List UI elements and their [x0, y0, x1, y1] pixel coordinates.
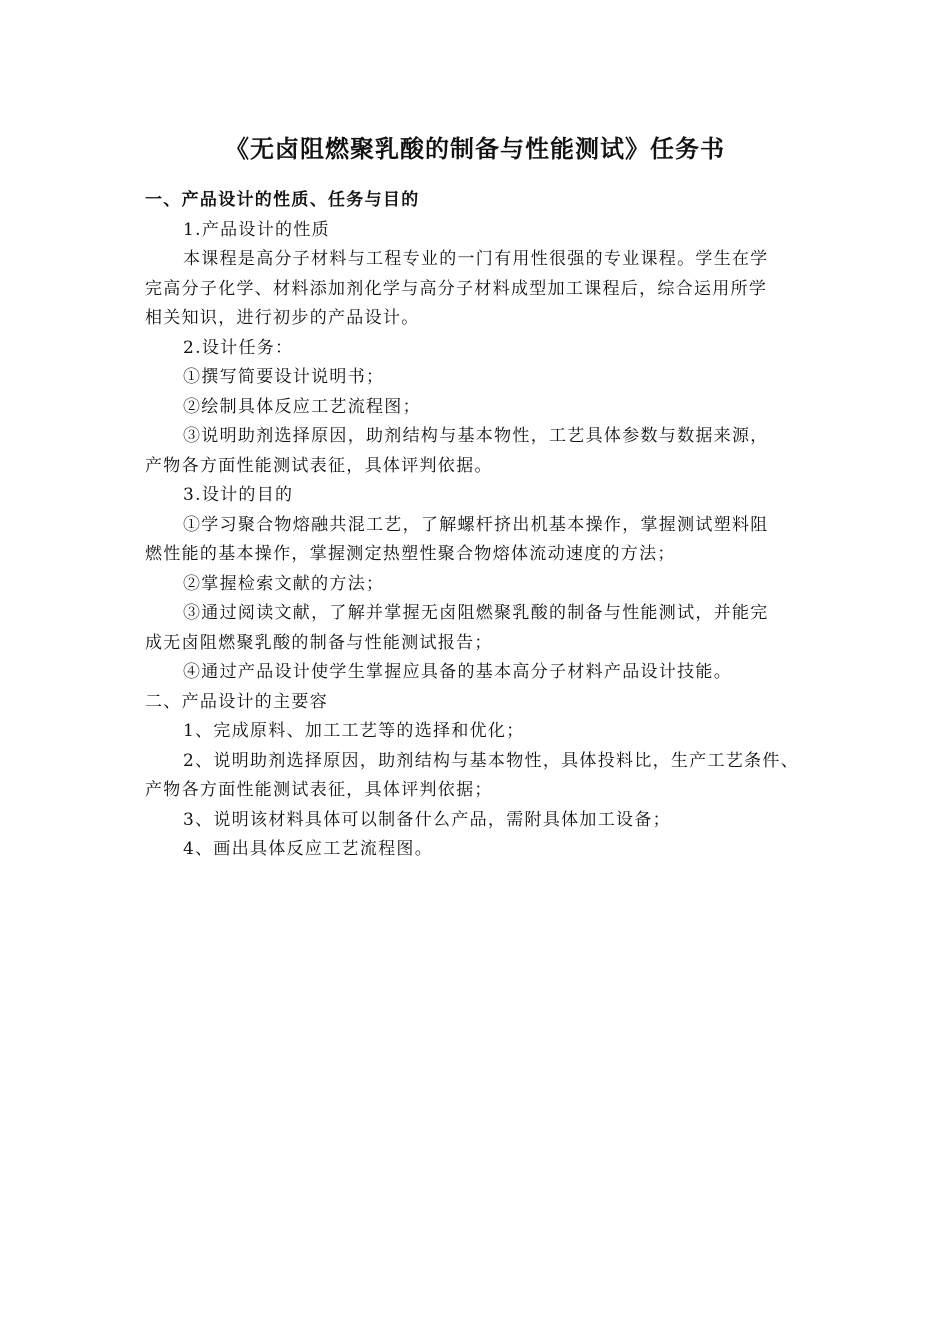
purpose-item-1 [145, 511, 825, 570]
paragraph-line: 成无卤阻燃聚乳酸的制备与性能测试报告； [145, 632, 493, 653]
subsection-1-1-heading: 1.产品设计的性质 [183, 219, 330, 240]
subsection-1-3-heading: 3.设计的目的 [183, 485, 294, 505]
paragraph-line: 相关知识，进行初步的产品设计。 [145, 308, 420, 328]
content-item-3: 3、说明该材料具体可以制备什么产品，需附具体加工设备； [183, 809, 671, 830]
section-2-heading: 二、产品设计的主要容 [145, 691, 328, 712]
document-body [145, 186, 825, 865]
task-item-2: ②绘制具体反应工艺流程图； [183, 396, 421, 417]
paragraph-line: ③通过阅读文献，了解并掌握无卤阻燃聚乳酸的制备与性能测试，并能完 [183, 603, 769, 623]
subsection-1-2-heading: 2.设计任务： [183, 337, 294, 358]
content-item-2 [145, 747, 825, 806]
task-item-1: ①撰写简要设计说明书； [183, 367, 385, 387]
paragraph-line: 完高分子化学、材料添加剂化学与高分子材料成型加工课程后，综合运用所学 [145, 278, 768, 299]
content-item-1: 1、完成原料、加工工艺等的选择和优化； [183, 721, 525, 741]
purpose-item-3 [145, 599, 825, 658]
section-1-heading: 一、产品设计的性质、任务与目的 [145, 190, 420, 210]
paragraph-line: 燃性能的基本操作，掌握测定热塑性聚合物熔体流动速度的方法； [145, 544, 676, 564]
paragraph-line: ①学习聚合物熔融共混工艺，了解螺杆挤出机基本操作，掌握测试塑料阻 [183, 514, 769, 535]
document-title: 《无卤阻燃聚乳酸的制备与性能测试》任务书 [225, 134, 725, 163]
paragraph-line: 本课程是高分子材料与工程专业的一门有用性很强的专业课程。学生在学 [183, 249, 769, 269]
paragraph-line: 产物各方面性能测试表征，具体评判依据； [145, 780, 493, 800]
paragraph-line: 2、说明助剂选择原因，助剂结构与基本物性，具体投料比，生产工艺条件、 [183, 750, 800, 771]
purpose-item-2: ②掌握检索文献的方法； [183, 573, 385, 594]
content-item-4: 4、画出具体反应工艺流程图。 [183, 839, 434, 859]
purpose-item-4: ④通过产品设计使学生掌握应具备的基本高分子材料产品设计技能。 [183, 662, 732, 682]
paragraph-line: 产物各方面性能测试表征，具体评判依据。 [145, 455, 493, 476]
paragraph-line: ③说明助剂选择原因，助剂结构与基本物性，工艺具体参数与数据来源， [183, 426, 769, 446]
paragraph-nature [145, 245, 825, 334]
task-item-3 [145, 422, 825, 481]
